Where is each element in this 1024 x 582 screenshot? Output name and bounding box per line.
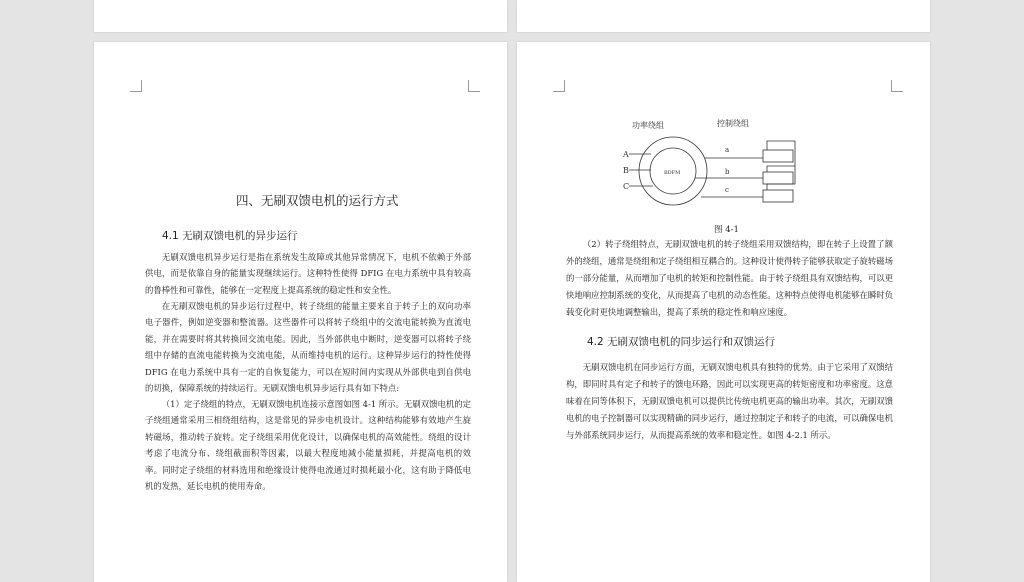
paragraph: 无刷双馈电机在同步运行方面，无刷双馈电机具有独特的优势。由于它采用了双馈结构，即同时具有定子和转子的馈电环路，因此可以实现更高的转矩密度和功率密度。这意味着在同等体积下，无刷双馈电机可以提供比传统电机更高的输出功率。其次，无刷双馈电机的电子控制器可以实现精确的同步运行，通过控制定子和转子的电流，可以确保电机与外部系统同步运行，从而提高系统的效率和稳定性。如图 4-2.1 所示。 xyxy=(566,362,893,440)
margin-mark xyxy=(891,80,903,92)
phase-label: B xyxy=(623,166,629,175)
paragraph: （1）定子绕组的特点，无刷双馈电机连接示意图如图 4-1 所示。无刷双馈电机的定子绕组通常采用三相绕组结构，这是常见的异步电机设计。这种结构能够有效地产生旋转磁场，推动转子旋转。定子绕组采用优化设计，以确保电机的高效能性。绕组的设计考虑了电流分布、绕组截面积等因素，以最大程度地减小能量损耗，并提高电机的效率。同时定子绕组的材料选用和绝缘设计使得电流通过时损耗最小化，这有助于降低电机的发热，延长电机的使用寿命。 xyxy=(145,399,471,492)
previous-page-left xyxy=(94,0,507,32)
bdfm-label: BDFM xyxy=(664,170,681,176)
control-winding-label: 控制绕组 xyxy=(717,119,749,128)
page-right xyxy=(517,42,930,582)
paragraph: 在无刷双馈电机的异步运行过程中，转子绕组的能量主要来自于转子上的双向功率电子器件，例如逆变器和整流器。这些器件可以将转子绕组中的交流电能转换为直流电能，并在需要时将其转换回交流电能。因此，当外部供电中断时，逆变器可以将转子绕组中存储的直流电能转换为交流电能，从而维持电机的运行。这种异步运行的特性使得 DFIG 在电力系统中具有一定的自恢复能力，可以在短时间内实现从外部供电到自供电的切换，保障系统的持续运行。无刷双馈电机异步运行具有如下特点: xyxy=(145,301,471,394)
figure-caption: 图 4-1 xyxy=(714,225,739,235)
section-heading: 4.1 无刷双馈电机的异步运行 xyxy=(162,230,298,242)
margin-mark xyxy=(468,80,480,92)
chapter-title: 四、无刷双馈电机的运行方式 xyxy=(236,193,399,208)
page-left xyxy=(94,42,507,582)
power-winding-label: 功率绕组 xyxy=(632,121,664,130)
control-phase-label: c xyxy=(725,186,729,194)
previous-page-right xyxy=(517,0,930,32)
phase-label: C xyxy=(623,182,630,191)
bdfm-connection-diagram xyxy=(617,118,807,228)
margin-mark xyxy=(130,80,142,92)
margin-mark xyxy=(553,80,565,92)
paragraph: （2）转子绕组特点，无刷双馈电机的转子绕组采用双馈结构，即在转子上设置了额外的绕组，通常是绕组和定子绕组相互耦合的。这种设计使得转子能够获取定子旋转磁场的一部分能量，从而增加了电机的转矩和控制性能。由于转子绕组具有双馈结构，可以更快地响应控制系统的变化，从而提高了电机的动态性能。这种特点使得电机能够在瞬时负载变化时更快地调整输出，提高了系统的稳定性和响应速度。 xyxy=(566,239,893,317)
section-heading: 4.2 无刷双馈电机的同步运行和双馈运行 xyxy=(587,336,776,348)
phase-label: A xyxy=(623,150,629,159)
control-phase-label: a xyxy=(725,146,730,154)
paragraph: 无刷双馈电机异步运行是指在系统发生故障或其他异常情况下，电机不依赖于外部供电，而是依靠自身的能量实现继续运行。这种特性使得 DFIG 在电力系统中具有较高的鲁棒性和可靠性，能够在一定程度上提高系统的稳定性和安全性。 xyxy=(145,252,471,295)
control-phase-label: b xyxy=(725,168,730,176)
